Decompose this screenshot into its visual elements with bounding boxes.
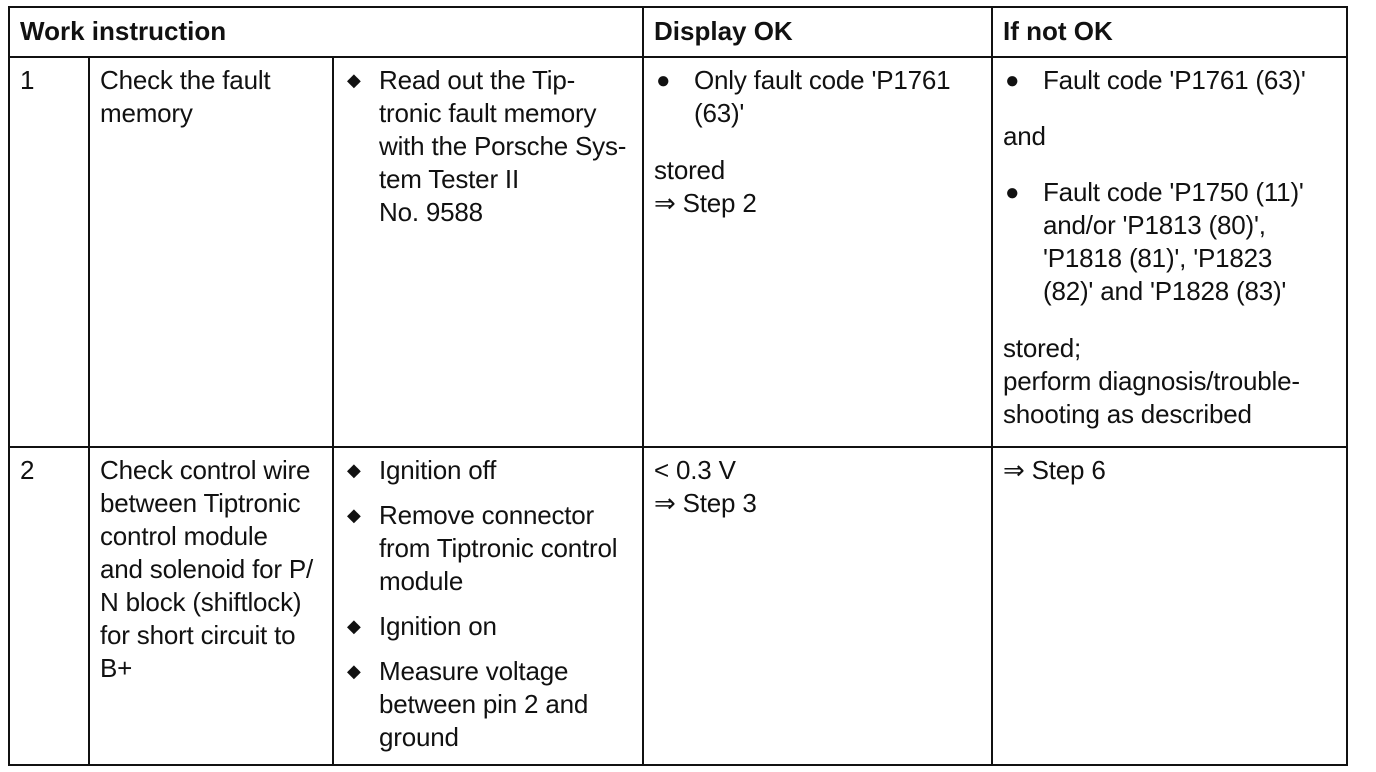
- not-ok-column-divider: [991, 6, 993, 766]
- row-1-display-ok-result: stored ⇒ Step 2: [654, 155, 757, 218]
- work-instruction-table: [8, 6, 1348, 766]
- row-2-action-item-4: [344, 655, 640, 754]
- row-1-step-number: 1: [20, 65, 35, 95]
- row-1-display-ok-bullet-text: Only fault code 'P1761 (63)': [694, 65, 951, 128]
- row-2-action-text-1: Ignition off: [379, 455, 497, 485]
- row-2-action-item-3: [344, 610, 640, 643]
- check-column-divider: [332, 56, 334, 766]
- diamond-bullet-icon: ◆: [347, 505, 361, 525]
- row-2-action-item-1: [344, 454, 640, 487]
- row-1-display-ok-bullet: [654, 64, 988, 130]
- diamond-bullet-icon: ◆: [347, 661, 361, 681]
- row-1-not-ok-result: stored; perform diagnosis/trouble- shooting as described: [1003, 333, 1300, 429]
- row-1-not-ok-bullet-1-text: Fault code 'P1761 (63)': [1043, 65, 1306, 95]
- header-work-instruction: Work instruction: [20, 16, 227, 46]
- round-bullet-icon: ●: [1005, 67, 1020, 94]
- row-2-action-item-2: [344, 499, 640, 598]
- table-border-top: [8, 6, 1348, 8]
- step-column-divider: [88, 56, 90, 766]
- row-1-not-ok-bullet-2: [1003, 176, 1343, 308]
- header-if-not-ok: If not OK: [1003, 16, 1113, 46]
- row-2-not-ok-result: ⇒ Step 6: [1003, 455, 1106, 485]
- table-border-right: [1346, 6, 1348, 766]
- row-1-not-ok-and: and: [1003, 121, 1046, 151]
- row-1-check-description: Check the fault memory: [100, 65, 271, 128]
- diamond-bullet-icon: ◆: [347, 616, 361, 636]
- row-1-not-ok-bullet-1: [1003, 64, 1343, 97]
- table-border-bottom: [8, 764, 1348, 766]
- row-1-action-text: Read out the Tip- tronic fault memory with the Porsche Sys- tem Tester II No. 9588: [379, 65, 627, 227]
- diamond-bullet-icon: ◆: [347, 460, 361, 480]
- header-divider: [8, 56, 1348, 58]
- table-border-left: [8, 6, 10, 766]
- row-1-action-item: [344, 64, 640, 229]
- diamond-bullet-icon: ◆: [347, 70, 361, 90]
- round-bullet-icon: ●: [1005, 179, 1020, 206]
- row-1-not-ok-bullet-2-text: Fault code 'P1750 (11)' and/or 'P1813 (80)', 'P1818 (81)', 'P1823 (82)' and 'P1828 (83)': [1043, 177, 1304, 306]
- row-2-check-description: Check control wire between Tiptronic control module and solenoid for P/ N block (shiftlock) for short circuit to B+: [100, 455, 314, 683]
- row-2-action-text-4: Measure voltage between pin 2 and ground: [379, 656, 589, 752]
- row-2-display-ok-result: < 0.3 V ⇒ Step 3: [654, 455, 757, 518]
- row-divider: [8, 446, 1348, 448]
- round-bullet-icon: ●: [656, 67, 671, 94]
- row-2-step-number: 2: [20, 455, 35, 485]
- row-2-action-text-3: Ignition on: [379, 611, 497, 641]
- header-display-ok: Display OK: [654, 16, 793, 46]
- display-ok-column-divider: [642, 6, 644, 766]
- row-2-action-text-2: Remove connector from Tiptronic control module: [379, 500, 618, 596]
